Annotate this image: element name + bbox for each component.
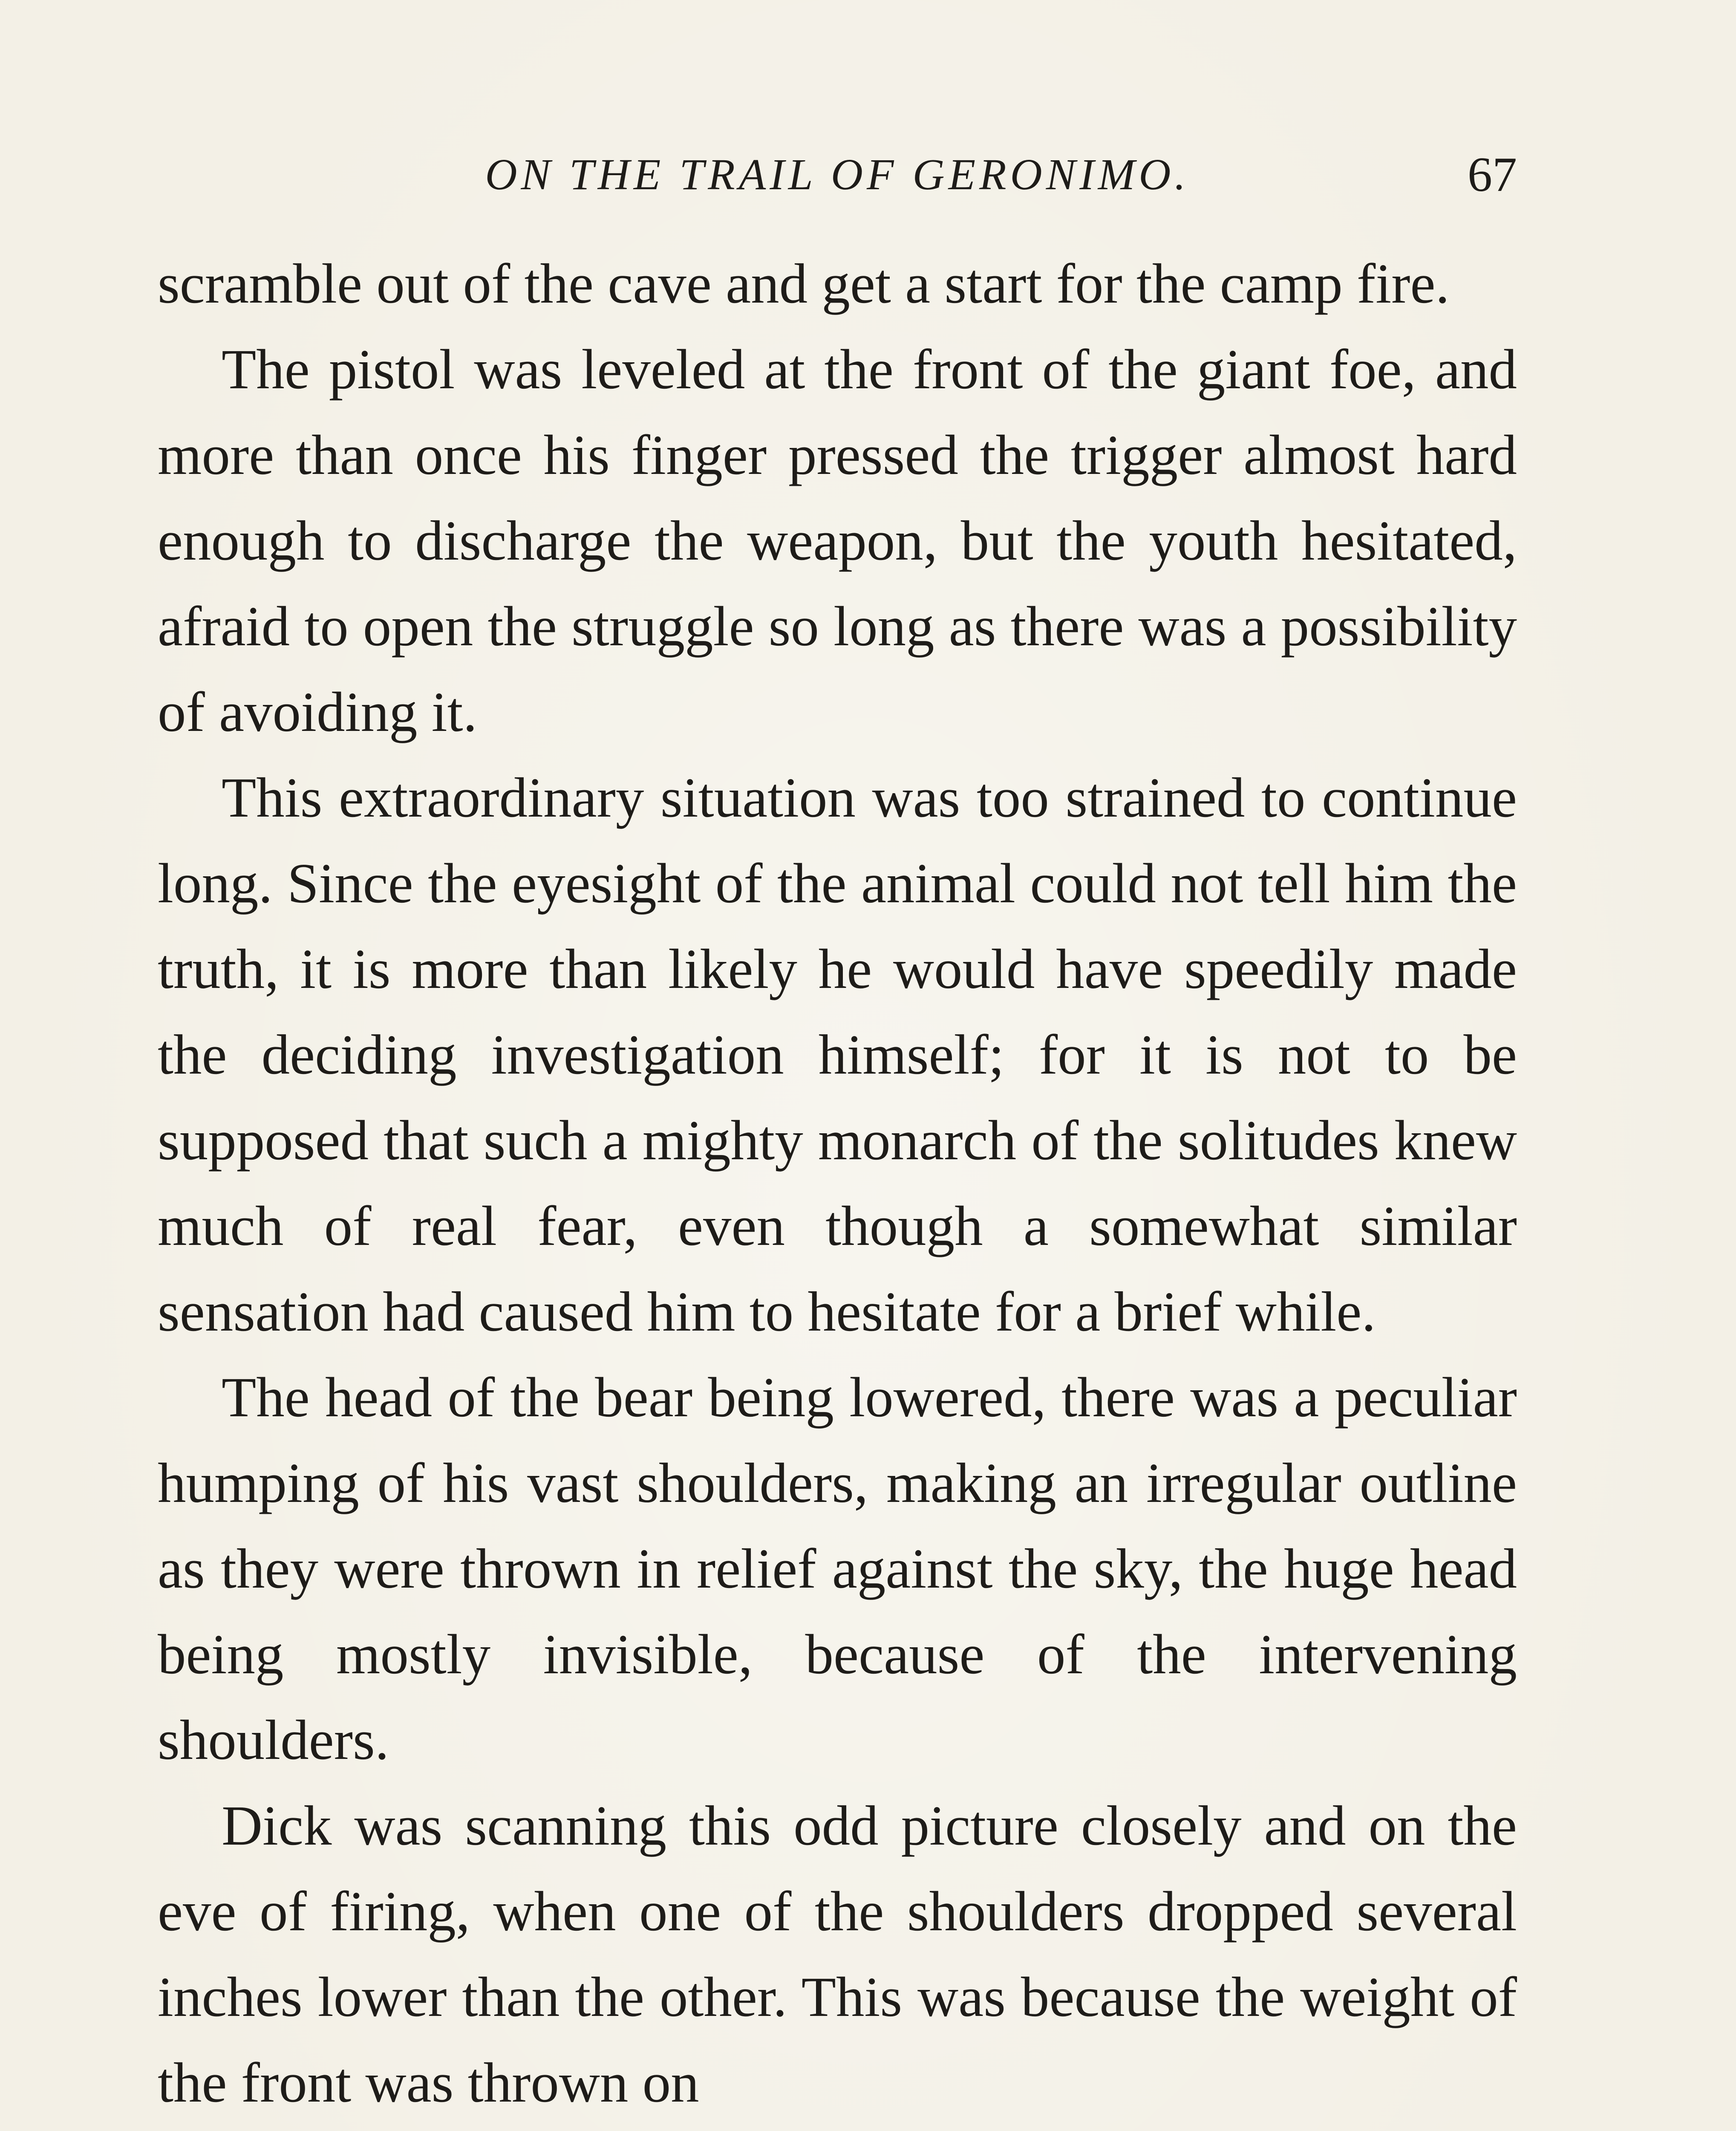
paragraph: The head of the bear being lowered, there was a peculiar humping of his vast shoulders, making an irregular outline as they were thrown in relief against the sky, the huge head being mostly invisible, because of the intervening shoulders. (158, 1366, 1517, 1771)
page-number: 67 (1468, 147, 1517, 202)
paragraph-continued: scramble out of the cave and get a start for the camp fire. (158, 252, 1450, 315)
paragraph: Dick was scanning this odd picture closely and on the eve of firing, when one of the shoulders dropped several inches lower than the other. This was because the weight of the front was thrown on (158, 1794, 1517, 2114)
paragraph: The pistol was leveled at the front of the giant foe, and more than once his finger pressed the trigger almost hard enough to discharge the weapon, but the youth hesitated, afraid to open the struggle so long as there was a possibility of avoiding it. (158, 338, 1517, 743)
running-head (158, 141, 1517, 209)
paragraph: This extraordinary situation was too strained to continue long. Since the eyesight of the animal could not tell him the truth, it is more than likely he would have speedily made the deciding investigation himself; for it is not to be supposed that such a mighty monarch of the solitudes knew much of real fear, even though a somewhat similar sensation had caused him to hesitate for a brief while. (158, 766, 1517, 1343)
body-text (158, 241, 1517, 2125)
running-title: ON THE TRAIL OF GERONIMO. (485, 150, 1190, 199)
